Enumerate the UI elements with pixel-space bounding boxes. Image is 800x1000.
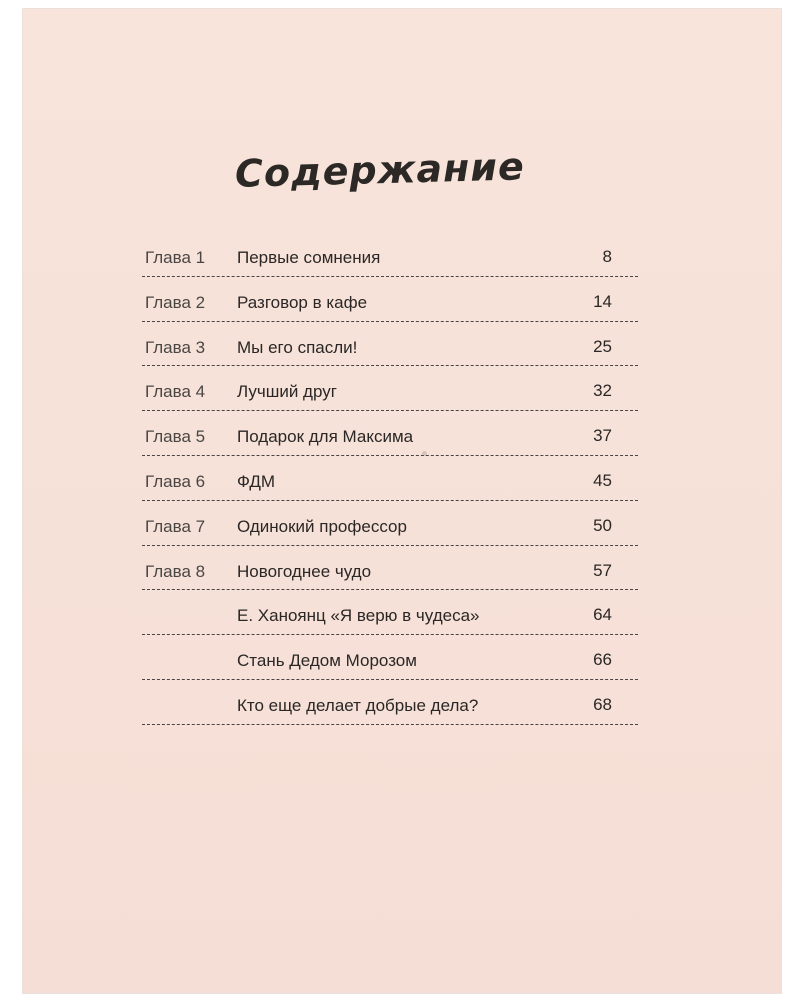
- toc-row: [142, 505, 638, 550]
- chapter-title: Стань Дедом Морозом: [237, 651, 417, 671]
- toc-row: [142, 326, 638, 371]
- chapter-number: Глава 7: [145, 516, 206, 536]
- table-of-contents: [142, 236, 638, 729]
- chapter-title: Мы его спасли!: [237, 337, 358, 357]
- toc-row: [142, 460, 638, 505]
- page-number: 57: [593, 560, 612, 580]
- toc-row: [142, 639, 638, 684]
- chapter-title: Одинокий профессор: [237, 516, 407, 536]
- toc-row: [142, 236, 638, 281]
- chapter-number: Глава 2: [145, 292, 206, 312]
- chapter-title: Кто еще делает добрые дела?: [237, 695, 479, 715]
- toc-row: [142, 415, 638, 460]
- toc-row: [142, 370, 638, 415]
- chapter-title: Новогоднее чудо: [237, 561, 372, 581]
- chapter-title: Разговор в кафе: [237, 292, 368, 312]
- page-number: 8: [602, 247, 612, 266]
- book-page: [22, 8, 782, 994]
- chapter-title: Лучший друг: [237, 382, 337, 402]
- chapter-number: Глава 1: [145, 248, 206, 267]
- chapter-number: Глава 6: [145, 471, 206, 491]
- toc-row: [142, 684, 638, 729]
- chapter-title: Е. Ханоянц «Я верю в чудеса»: [237, 606, 480, 626]
- chapter-title: Подарок для Максима: [237, 427, 414, 447]
- chapter-number: Глава 8: [145, 561, 206, 581]
- chapter-title: ФДМ: [237, 471, 276, 491]
- page-number: 64: [593, 605, 612, 625]
- page-number: 68: [593, 694, 612, 714]
- chapter-number: Глава 4: [145, 382, 206, 402]
- chapter-number: Глава 3: [145, 337, 206, 357]
- chapter-number: Глава 5: [145, 427, 206, 447]
- page-title: Содержание: [234, 144, 526, 196]
- page-number: 14: [593, 291, 612, 311]
- page-number: 32: [593, 381, 612, 401]
- toc-row: [142, 550, 638, 595]
- page-number: 50: [593, 515, 612, 535]
- page-number: 25: [593, 336, 612, 356]
- page-number: 45: [593, 470, 612, 490]
- page-number: 66: [593, 650, 612, 670]
- chapter-title: Первые сомнения: [237, 248, 381, 267]
- toc-row: [142, 594, 638, 639]
- page-number: 37: [593, 426, 612, 446]
- toc-row: [142, 281, 638, 326]
